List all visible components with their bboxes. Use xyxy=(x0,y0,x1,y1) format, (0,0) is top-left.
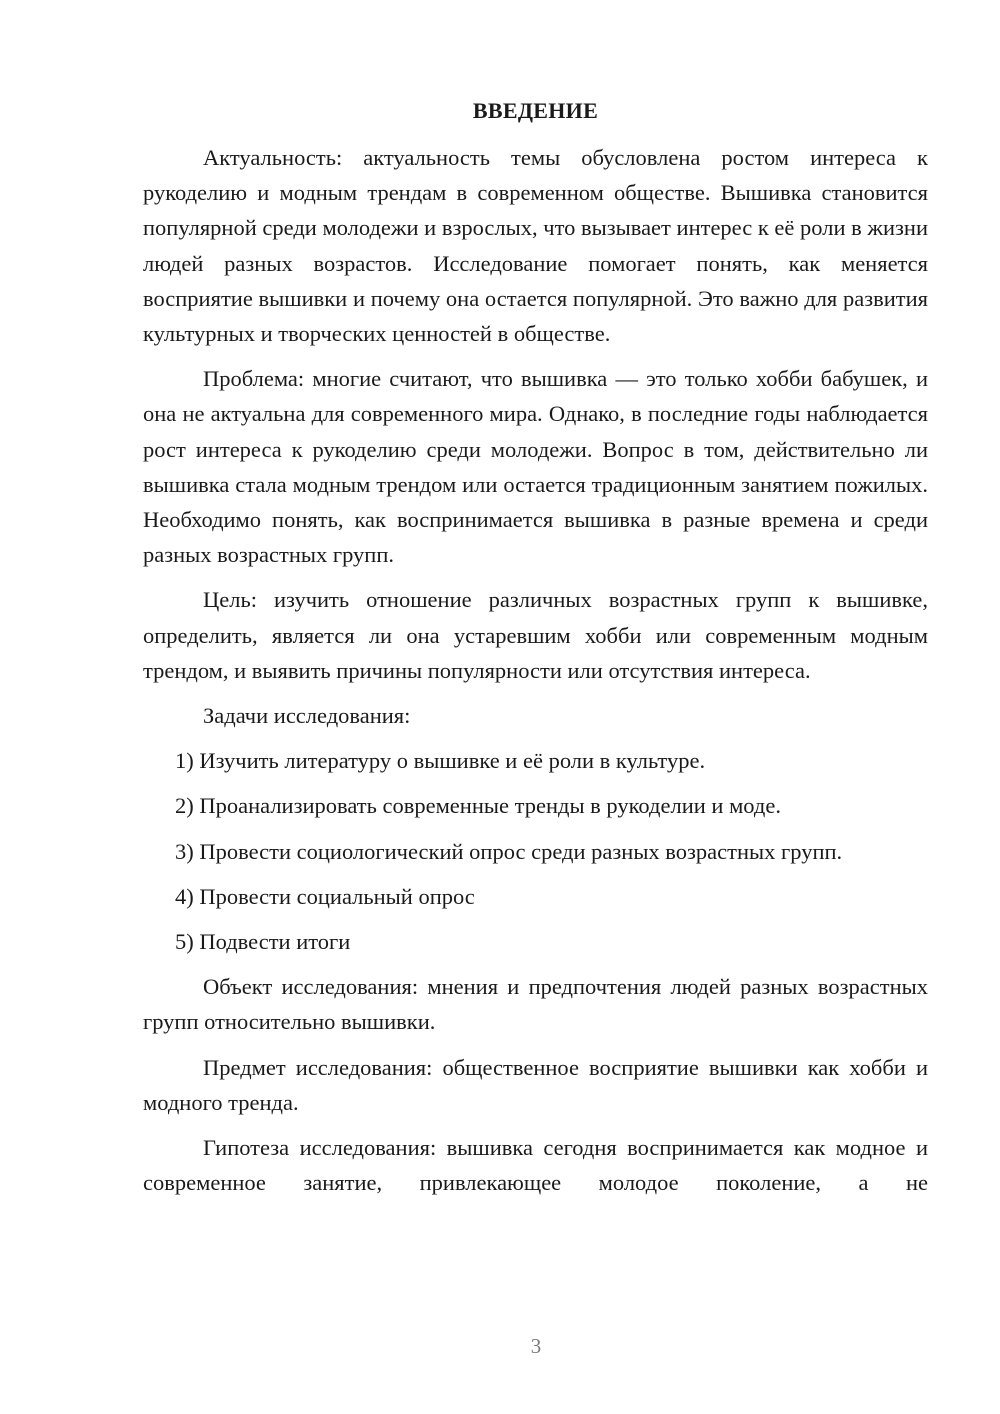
task-item: 1) Изучить литературу о вышивке и её роли в культуре. xyxy=(175,748,706,774)
task-item: 3) Провести социологический опрос среди разных возрастных групп. xyxy=(175,838,843,864)
document-page xyxy=(143,94,928,1210)
tasks-list xyxy=(143,743,928,959)
section-title: ВВЕДЕНИЕ xyxy=(472,98,599,123)
paragraph-object: Объект исследования: мнения и предпочтения людей разных возрастных групп относительно вышивки. xyxy=(143,974,928,1035)
task-item: 2) Проанализировать современные тренды в рукоделии и моде. xyxy=(175,793,781,819)
task-item: 4) Провести социальный опрос xyxy=(175,883,475,909)
paragraph-relevance: Актуальность: актуальность темы обусловлена ростом интереса к рукоделию и модным трендам в современном обществе. Вышивка становится популярной среди молодежи и взрослых, что вызывает интерес к её роли в жизни людей разных возрастов. Исследование помогает понять, как меняется восприятие вышивки и почему она остается популярной. Это важно для развития культурных и творческих ценностей в обществе. xyxy=(143,145,928,347)
page-number: 3 xyxy=(530,1334,542,1358)
tasks-heading: Задачи исследования: xyxy=(203,703,411,729)
paragraph-goal: Цель: изучить отношение различных возрастных групп к вышивке, определить, является ли она устаревшим хобби или современным модным трендом, и выявить причины популярности или отсутствия интереса. xyxy=(143,587,928,683)
task-item: 5) Подвести итоги xyxy=(175,929,351,955)
paragraph-subject: Предмет исследования: общественное восприятие вышивки как хобби и модного тренда. xyxy=(143,1054,928,1115)
paragraph-hypothesis: Гипотеза исследования: вышивка сегодня воспринимается как модное и современное занятие, привлекающее молодое поколение, а не xyxy=(143,1135,928,1196)
paragraph-problem: Проблема: многие считают, что вышивка — это только хобби бабушек, и она не актуальна для современного мира. Однако, в последние годы наблюдается рост интереса к рукоделию среди молодежи. Вопрос в том, действительно ли вышивка стала модным трендом или остается традиционным занятием пожилых. Необходимо понять, как воспринимается вышивка в разные времена и среди разных возрастных групп. xyxy=(143,366,928,568)
